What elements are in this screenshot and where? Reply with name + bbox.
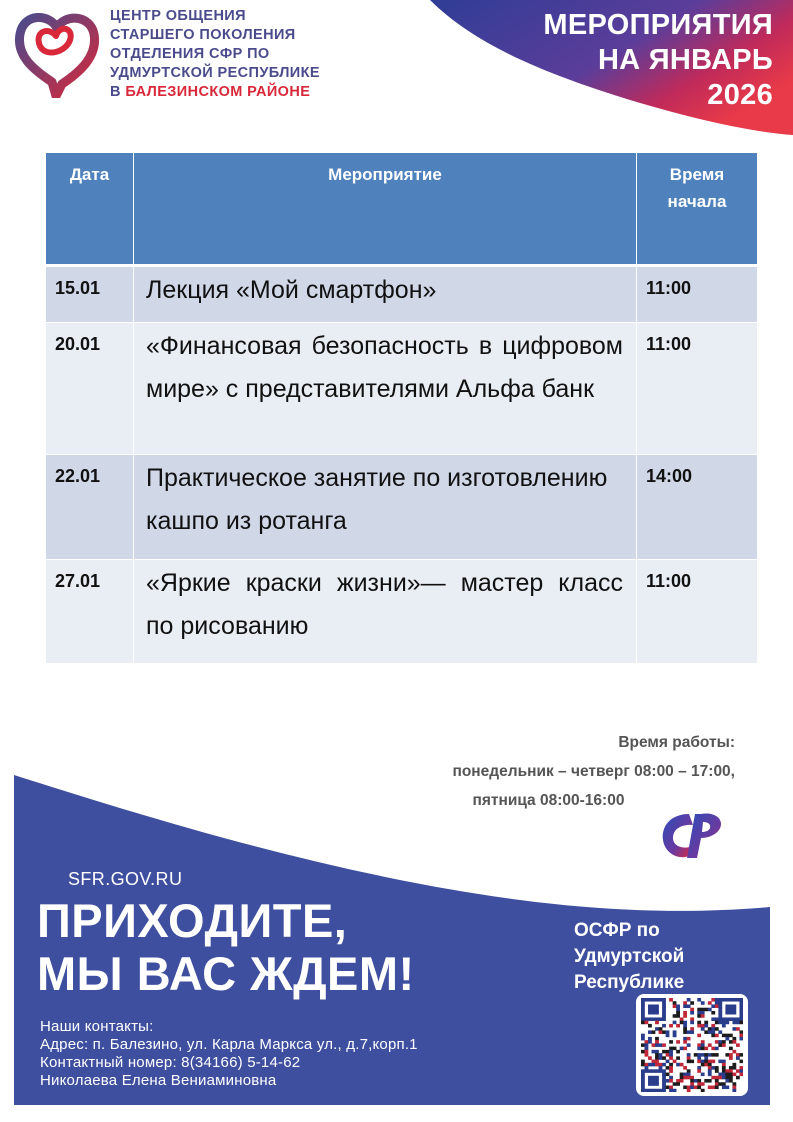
event-title: Лекция «Мой смартфон» [134, 265, 637, 322]
slogan [37, 894, 415, 1000]
events-table [45, 153, 758, 664]
qr-code[interactable] [636, 994, 748, 1096]
event-time: 14:00 [637, 454, 758, 559]
org-name-line: СТАРШЕГО ПОКОЛЕНИЯ [110, 27, 296, 43]
qr-code-icon [641, 998, 743, 1092]
event-time: 11:00 [637, 265, 758, 322]
table-row [46, 454, 758, 559]
working-hours-friday: пятница 08:00-16:00 [472, 792, 625, 809]
osfr-name-line: ОСФР по [574, 920, 660, 941]
table-row [46, 322, 758, 454]
event-date: 22.01 [46, 454, 134, 559]
working-hours [452, 728, 735, 815]
organization-name [110, 7, 390, 102]
column-header-time [637, 153, 758, 265]
column-header-time-line: Время [669, 165, 725, 184]
org-name-line: ЦЕНТР ОБЩЕНИЯ [110, 8, 246, 24]
event-date: 15.01 [46, 265, 134, 322]
org-name-line [110, 83, 390, 102]
org-name-line: ОТДЕЛЕНИЯ СФР ПО [110, 46, 270, 62]
slogan-line: МЫ ВАС ЖДЕМ! [37, 947, 415, 1000]
contacts-person: Николаева Елена Вениаминовна [40, 1072, 277, 1089]
contacts-phone: Контактный номер: 8(34166) 5-14-62 [40, 1054, 301, 1071]
working-hours-weekdays: понедельник – четверг 08:00 – 17:00, [452, 763, 735, 780]
org-name-line: УДМУРТСКОЙ РЕСПУБЛИКЕ [110, 65, 320, 81]
event-time: 11:00 [637, 559, 758, 663]
table-header-row [46, 153, 758, 265]
event-date: 27.01 [46, 559, 134, 663]
title-line: МЕРОПРИЯТИЯ [543, 9, 773, 41]
osfr-name-line: Республике [574, 972, 685, 993]
event-title: Практическое занятие по изготовлению кашпо из ротанга [134, 454, 637, 559]
table-row [46, 559, 758, 663]
website-link[interactable]: SFR.GOV.RU [68, 869, 183, 889]
contacts-heading: Наши контакты: [40, 1018, 154, 1035]
sfr-logo-icon [659, 808, 725, 864]
contacts-address: Адрес: п. Балезино, ул. Карла Маркса ул., д.7,корп.1 [40, 1036, 418, 1053]
event-title: «Яркие краски жизни»— мастер класс по рисованию [134, 559, 637, 663]
event-time: 11:00 [637, 322, 758, 454]
column-header-event: Мероприятие [134, 153, 637, 265]
column-header-time-line: начала [667, 192, 727, 211]
event-date: 20.01 [46, 322, 134, 454]
title-line: НА ЯНВАРЬ [597, 44, 773, 76]
osfr-name [574, 918, 684, 996]
working-hours-title: Время работы: [618, 734, 735, 751]
slogan-line: ПРИХОДИТЕ, [37, 894, 348, 947]
osfr-name-line: Удмуртской [574, 946, 685, 967]
contacts-block [40, 1018, 418, 1090]
heart-logo-icon [12, 6, 102, 98]
title-line: 2026 [707, 79, 773, 111]
event-title: «Финансовая безопасность в цифровом мире» с представителями Альфа банк [134, 322, 637, 454]
page-title [543, 8, 773, 113]
org-name-district: БАЛЕЗИНСКОМ РАЙОНЕ [125, 84, 311, 100]
column-header-date: Дата [46, 153, 134, 265]
org-name-prefix: В [110, 84, 126, 100]
table-row [46, 265, 758, 322]
